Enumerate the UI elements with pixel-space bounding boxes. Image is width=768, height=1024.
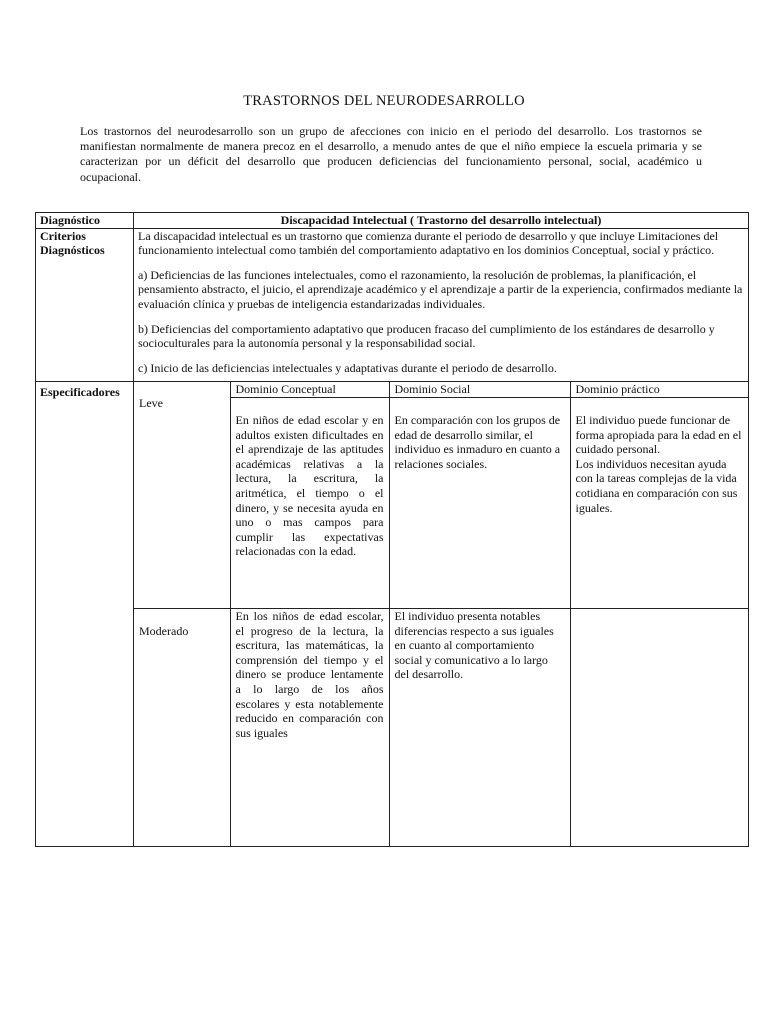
page-title: TRASTORNOS DEL NEURODESARROLLO — [243, 93, 525, 109]
criteria-paragraph: c) Inicio de las deficiencias intelectuales y adaptativas durante el periodo de desarrollo. — [138, 360, 557, 375]
diagnosis-header-title: Discapacidad Intelectual ( Trastorno del desarrollo intelectual) — [134, 213, 749, 229]
moderado-social-text: El individuo presenta notables diferencias respecto a sus iguales en cuanto al comportamiento social y comunicativo a lo largo del desarrollo. — [389, 608, 570, 846]
moderado-practical-text — [570, 608, 749, 846]
leve-social-text: En comparación con los grupos de edad de desarrollo similar, el individuo es inmaduro en cuanto a relaciones sociales. — [389, 397, 570, 608]
level-moderado-label: Moderado — [134, 608, 230, 846]
specifiers-row — [36, 382, 749, 847]
domain-social-header: Dominio Social — [389, 382, 570, 397]
criteria-text — [134, 228, 749, 382]
diagnosis-header-label: Diagnóstico — [36, 213, 134, 229]
intro-paragraph: Los trastornos del neurodesarrollo son un grupo de afecciones con inicio en el periodo del desarrollo. Los trastornos se manifiestan normalmente de manera precoz en el desarrollo, a menudo antes de que el niño empiece la escuela primaria y se caracterizan por un déficit del desarrollo que producen deficiencias del funcionamiento personal, social, académico u ocupacional. — [80, 124, 702, 184]
criteria-paragraph: La discapacidad intelectual es un trastorno que comienza durante el periodo de desarrollo y que incluye Limitaciones del funcionamiento intelectual como también del comportamiento adaptativo en los dominios Conceptual, social y práctico. — [138, 228, 719, 258]
criteria-row — [36, 228, 749, 382]
level-moderado-row — [134, 608, 749, 846]
moderado-conceptual-text: En los niños de edad escolar, el progreso de la lectura, la escritura, las matemáticas, la comprensión del tiempo y el dinero se produce lentamente a lo largo de los años escolares y esta notablemente reducido en comparación con sus iguales — [230, 608, 389, 846]
specifiers-cell — [134, 382, 749, 847]
domain-practical-header: Dominio práctico — [570, 382, 749, 397]
criteria-paragraph: a) Deficiencias de las funciones intelectuales, como el razonamiento, la resolución de problemas, la planificación, el pensamiento abstracto, el juicio, el aprendizaje académico y el aprendizaje a partir de la experiencia, confirmados mediante la evaluación clínica y pruebas de inteligencia estandarizadas individuales. — [138, 267, 743, 311]
table-header-row — [36, 213, 749, 229]
criteria-paragraph: b) Deficiencias del comportamiento adaptativo que producen fracaso del cumplimiento de los estándares de desarrollo y socioculturales para la autonomía personal y la responsabilidad social. — [138, 321, 715, 351]
leve-practical-text: El individuo puede funcionar de forma apropiada para la edad en el cuidado personal. Los individuos necesitan ayuda con la tareas complejas de la vida cotidiana en comparación con sus iguales. — [570, 397, 749, 608]
specifiers-table — [134, 382, 749, 846]
diagnosis-table — [35, 212, 749, 847]
domain-conceptual-header: Dominio Conceptual — [230, 382, 389, 397]
domain-header-row — [134, 382, 749, 397]
criteria-label: Criterios Diagnósticos — [36, 228, 134, 382]
specifiers-label: Especificadores — [36, 382, 134, 847]
leve-conceptual-text: En niños de edad escolar y en adultos existen dificultades en el aprendizaje de las aptitudes académicas relativas a la lectura, la escritura, la aritmética, el tiempo o el dinero, y se necesita ayuda en uno o mas campos para cumplir las expectativas relacionadas con la edad. — [230, 397, 389, 608]
level-leve-label: Leve — [134, 382, 230, 608]
